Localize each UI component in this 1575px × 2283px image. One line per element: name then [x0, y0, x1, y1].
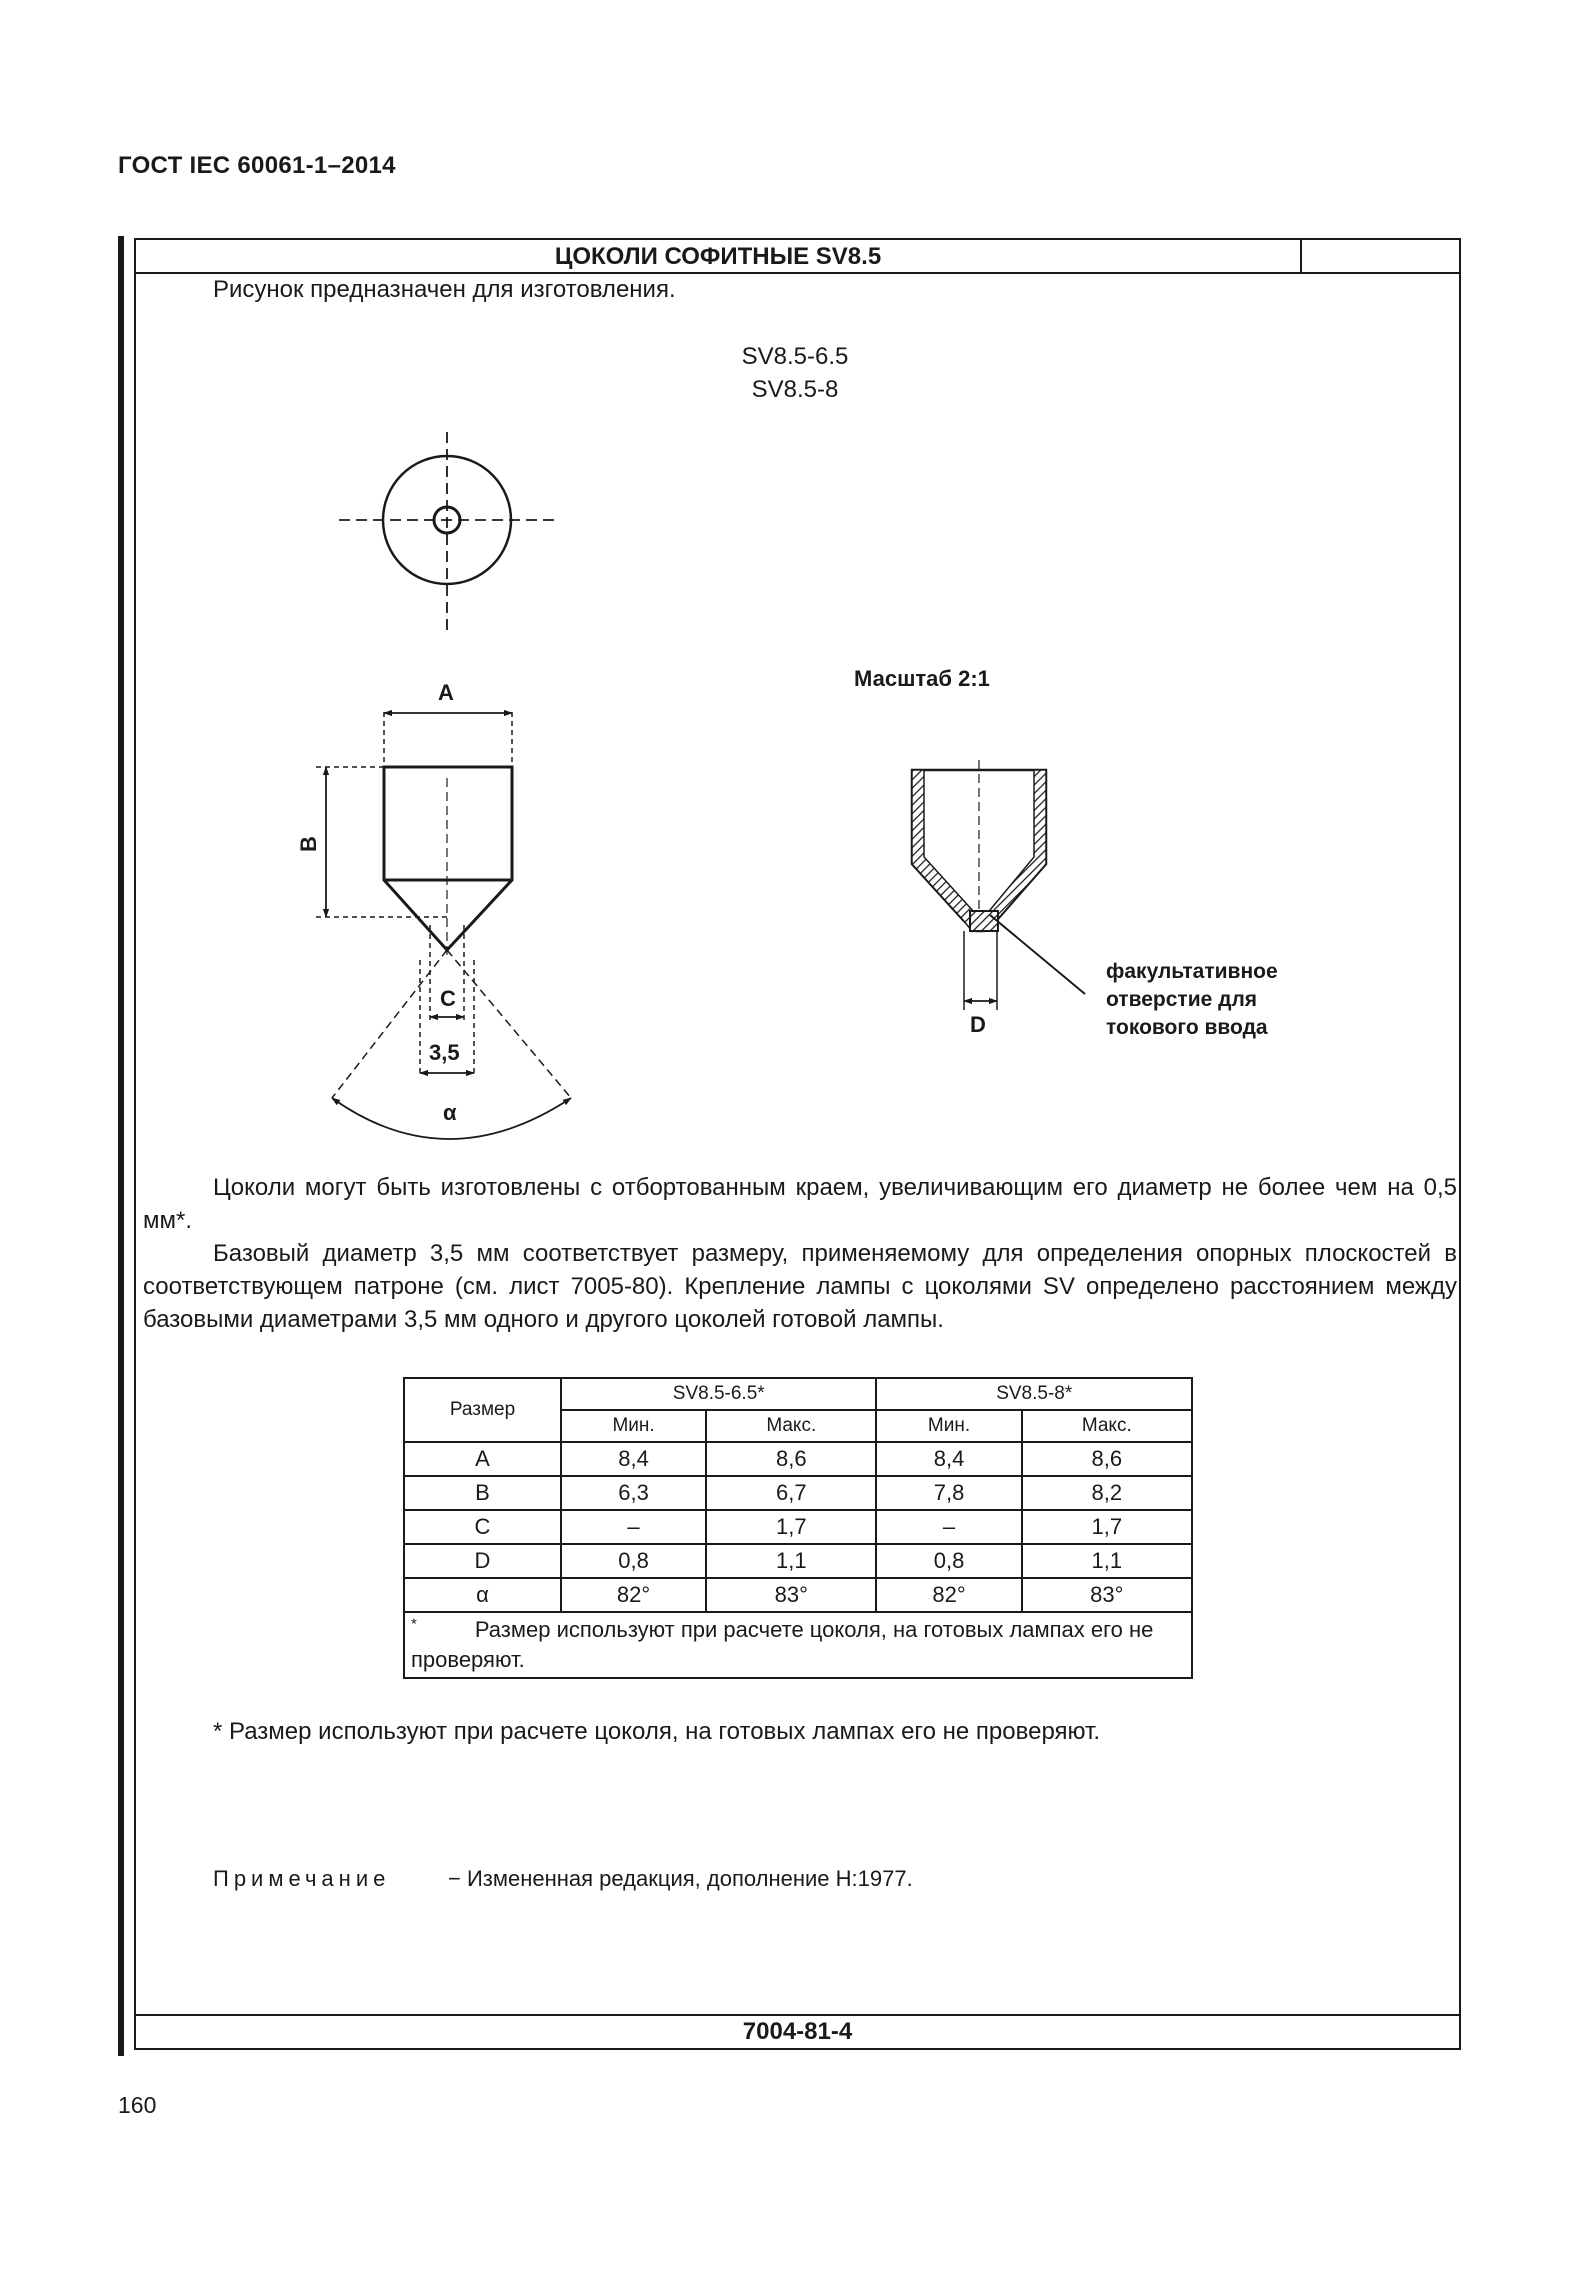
- table-cell-size: C: [404, 1510, 561, 1544]
- table-cell-size: A: [404, 1442, 561, 1476]
- table-header-max: Макс.: [1022, 1410, 1192, 1442]
- document-header: ГОСТ IEC 60061-1–2014: [118, 152, 396, 179]
- change-margin-bar: [118, 236, 124, 2056]
- side-view-labels: [296, 680, 460, 1125]
- label-c: C: [440, 986, 456, 1011]
- sheet-title: ЦОКОЛИ СОФИТНЫЕ SV8.5: [554, 243, 882, 270]
- table-row: [404, 1442, 1192, 1476]
- table-header-max: Макс.: [706, 1410, 876, 1442]
- table-note-text: Размер используют при расчете цоколя, на готовых лампах его не проверяют.: [411, 1617, 1154, 1672]
- table-cell-size: α: [404, 1578, 561, 1612]
- top-view: [339, 432, 554, 632]
- table-cell-size: D: [404, 1544, 561, 1578]
- table-header-size: Размер: [404, 1378, 561, 1442]
- note-label: Примечание: [213, 1866, 391, 1891]
- table-cell: 8,6: [706, 1442, 876, 1476]
- table-note-marker: *: [411, 1615, 417, 1633]
- scale-label: Масштаб 2:1: [854, 666, 990, 691]
- table-header-group: SV8.5-8*: [876, 1378, 1192, 1410]
- technical-drawing: [134, 420, 1461, 1140]
- table-cell: 1,1: [706, 1544, 876, 1578]
- paragraph: Базовый диаметр 3,5 мм соответствует размеру, применяемому для определения опорных плоскостей в соответствующем патроне (см. лист 7005-80). Крепление лампы с цоколями SV определено расстоянием между базовыми диаметрами 3,5 мм одного и другого цоколей готовой лампы.: [143, 1240, 1457, 1333]
- table-header-group: SV8.5-6.5*: [561, 1378, 876, 1410]
- note-text: − Измененная редакция, дополнение Н:1977.: [448, 1866, 913, 1891]
- table-cell: 8,4: [561, 1442, 706, 1476]
- table-cell: 1,1: [1022, 1544, 1192, 1578]
- page-number: 160: [118, 2092, 157, 2118]
- table-header-row: [404, 1378, 1192, 1410]
- table-cell: 82°: [876, 1578, 1021, 1612]
- table-cell: 1,7: [1022, 1510, 1192, 1544]
- section-view: [912, 760, 1085, 1010]
- label-b: B: [296, 836, 321, 852]
- table-cell: –: [561, 1510, 706, 1544]
- sheet-number: 7004-81-4: [742, 2018, 853, 2045]
- label-base-diameter: 3,5: [429, 1040, 460, 1065]
- table-cell-size: B: [404, 1476, 561, 1510]
- label-d: D: [970, 1012, 986, 1037]
- title-cell-divider: [1300, 240, 1302, 272]
- table-row: [404, 1510, 1192, 1544]
- table-row: [404, 1476, 1192, 1510]
- table-note: [404, 1612, 1192, 1678]
- callout-line: отверстие для: [1106, 988, 1258, 1011]
- callout-line: токового ввода: [1106, 1016, 1268, 1039]
- footnote: * Размер используют при расчете цоколя, на готовых лампах его не проверяют.: [213, 1718, 1100, 1745]
- table-cell: 6,7: [706, 1476, 876, 1510]
- variant-label: SV8.5-8: [751, 376, 839, 403]
- table-cell: 0,8: [561, 1544, 706, 1578]
- table-header-min: Мин.: [876, 1410, 1021, 1442]
- table-row: [404, 1544, 1192, 1578]
- table-cell: –: [876, 1510, 1021, 1544]
- table-cell: 6,3: [561, 1476, 706, 1510]
- table-cell: 82°: [561, 1578, 706, 1612]
- intro-text: Рисунок предназначен для изготовления.: [213, 276, 676, 303]
- variant-label: SV8.5-6.5: [741, 343, 849, 370]
- table-cell: 83°: [1022, 1578, 1192, 1612]
- table-cell: 0,8: [876, 1544, 1021, 1578]
- callout-line: факультативное: [1106, 960, 1278, 983]
- label-a: A: [438, 680, 454, 705]
- sheet-title-row: [136, 240, 1459, 274]
- table-cell: 8,4: [876, 1442, 1021, 1476]
- table-note-row: [404, 1612, 1192, 1678]
- sheet-footer-row: [136, 2014, 1459, 2048]
- table-cell: 8,6: [1022, 1442, 1192, 1476]
- table-cell: 1,7: [706, 1510, 876, 1544]
- table-header-min: Мин.: [561, 1410, 706, 1442]
- label-alpha: α: [443, 1100, 457, 1125]
- paragraph: Цоколи могут быть изготовлены с отбортованным краем, увеличивающим его диаметр не более чем на 0,5 мм*.: [143, 1174, 1457, 1234]
- dimensions-table: [403, 1377, 1193, 1679]
- table-cell: 7,8: [876, 1476, 1021, 1510]
- table-cell: 8,2: [1022, 1476, 1192, 1510]
- table-row: [404, 1578, 1192, 1612]
- table-cell: 83°: [706, 1578, 876, 1612]
- side-view: [316, 712, 571, 1139]
